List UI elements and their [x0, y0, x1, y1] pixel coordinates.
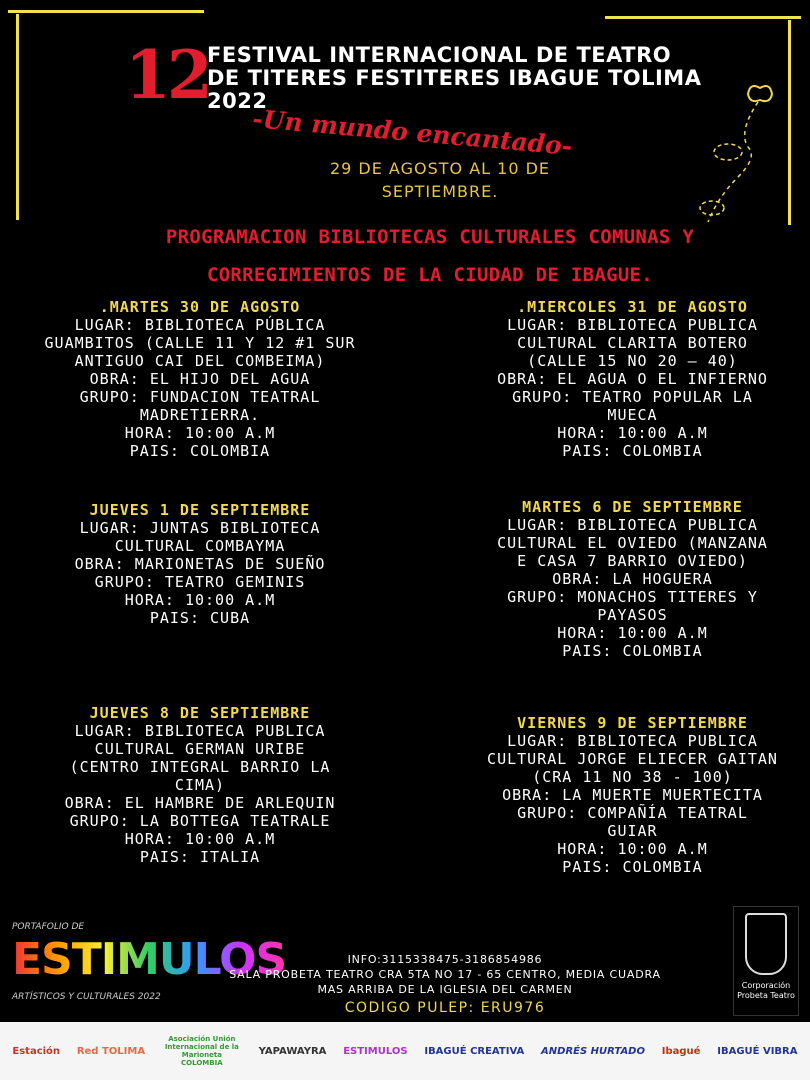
event-day: MARTES 6 DE SEPTIEMBRE [522, 498, 743, 516]
program-title: PROGRAMACION BIBLIOTECAS CULTURALES COMUNAS Y CORREGIMIENTOS DE LA CIUDAD DE IBAGUE. [165, 226, 695, 286]
event-card [465, 298, 800, 460]
estimulos-logo-top: PORTAFOLIO DE [12, 922, 85, 932]
footer-address-line-2: MAS ARRIBA DE LA IGLESIA DEL CARMEN [317, 983, 573, 996]
event-day: .MARTES 30 DE AGOSTO [99, 298, 301, 316]
festival-title-line-2: DE TITERES FESTITERES IBAGUE TOLIMA [207, 66, 702, 90]
event-day: .MIERCOLES 31 DE AGOSTO [517, 298, 748, 316]
footer-contact [200, 952, 690, 997]
sponsor-logo-ibague-creativa: IBAGUÉ CREATIVA [424, 1045, 525, 1057]
estimulos-logo-bottom: ARTÍSTICOS Y CULTURALES 2022 [12, 992, 161, 1002]
footer-address-line-1: SALA PROBETA TEATRO CRA 5TA NO 17 - 65 CENTRO, MEDIA CUADRA [229, 968, 661, 981]
event-details: LUGAR: BIBLIOTECA PUBLICA CULTURAL CLARITA BOTERO (CALLE 15 NO 20 – 40) OBRA: EL AGUA O EL INFIERNO GRUPO: TEATRO POPULAR LA MUECA HORA: 10:00 A.M PAIS: COLOMBIA [497, 316, 768, 460]
flask-icon [745, 913, 787, 975]
frame-top-right [605, 16, 801, 19]
sponsor-logo-red-tolima: Red TOLIMA [76, 1045, 146, 1057]
sponsor-logo-estacion: Estación [12, 1045, 61, 1057]
event-day: VIERNES 9 DE SEPTIEMBRE [517, 714, 748, 732]
sponsor-logo-ibague-vibra: IBAGUÉ VIBRA [717, 1045, 798, 1057]
festival-title-line-1: FESTIVAL INTERNACIONAL DE TEATRO [207, 43, 672, 67]
sponsor-logo-unima: Asociación Unión Internacional de la Marioneta COLOMBIA [164, 1035, 239, 1067]
event-details: LUGAR: BIBLIOTECA PÚBLICA GUAMBITOS (CALLE 11 Y 12 #1 SUR ANTIGUO CAI DEL COMBEIMA) OBRA: EL HIJO DEL AGUA GRUPO: FUNDACION TEATRAL MADRETIERRA. HORA: 10:00 A.M PAIS: COLOMBIA [44, 316, 356, 460]
sponsor-logo-yapawayra: YAPAWAYRA [258, 1045, 327, 1057]
festival-edition-number: 12 [125, 36, 209, 114]
sponsor-logo-estimulos: ESTIMULOS [343, 1045, 408, 1057]
festival-title [207, 44, 707, 113]
event-day: JUEVES 1 DE SEPTIEMBRE [89, 501, 311, 519]
event-details: LUGAR: BIBLIOTECA PUBLICA CULTURAL GERMAN URIBE (CENTRO INTEGRAL BARRIO LA CIMA) OBRA: EL HAMBRE DE ARLEQUIN GRUPO: LA BOTTEGA TEATRALE HORA: 10:00 A.M PAIS: ITALIA [64, 722, 336, 866]
probeta-name-line-2: Probeta Teatro [737, 991, 795, 1000]
event-card [30, 298, 370, 460]
estimulos-logo-title: ESTIMULOS [12, 934, 287, 985]
sponsor-logo-andres-hurtado: ANDRÉS HURTADO [541, 1045, 645, 1057]
probeta-name [734, 981, 798, 1001]
event-card [30, 704, 370, 866]
event-day: JUEVES 8 DE SEPTIEMBRE [89, 704, 311, 722]
event-card [30, 501, 370, 627]
festival-title-line-3: 2022 [207, 89, 268, 113]
probeta-teatro-logo [733, 906, 799, 1016]
event-card [465, 498, 800, 660]
festival-dates: 29 DE AGOSTO AL 10 DE SEPTIEMBRE. [329, 159, 551, 201]
estimulos-logo [12, 922, 287, 1010]
festival-slogan: -Un mundo encantado- [251, 104, 574, 161]
event-details: LUGAR: BIBLIOTECA PUBLICA CULTURAL JORGE ELIECER GAITAN (CRA 11 NO 38 - 100) OBRA: LA MUERTE MUERTECITA GRUPO: COMPAÑÍA TEATRAL GUIAR HORA: 10:00 A.M PAIS: COLOMBIA [487, 732, 778, 876]
footer-phone: INFO:3115338475-3186854986 [347, 953, 543, 966]
frame-top-left [8, 10, 204, 13]
sponsor-logo-ibague-shield: Ibagué [661, 1045, 701, 1057]
event-details: LUGAR: BIBLIOTECA PUBLICA CULTURAL EL OVIEDO (MANZANA E CASA 7 BARRIO OVIEDO) OBRA: LA HOGUERA GRUPO: MONACHOS TITERES Y PAYASOS HORA: 10:00 A.M PAIS: COLOMBIA [497, 516, 768, 660]
pulep-code: CODIGO PULEP: ERU976 [344, 1000, 546, 1016]
probeta-name-line-1: Corporación [741, 981, 791, 990]
sponsor-bar [0, 1022, 810, 1080]
frame-left-vertical [16, 14, 19, 220]
event-details: LUGAR: JUNTAS BIBLIOTECA CULTURAL COMBAYMA OBRA: MARIONETAS DE SUEÑO GRUPO: TEATRO GEMINIS HORA: 10:00 A.M PAIS: CUBA [74, 519, 326, 627]
event-card [460, 714, 805, 876]
